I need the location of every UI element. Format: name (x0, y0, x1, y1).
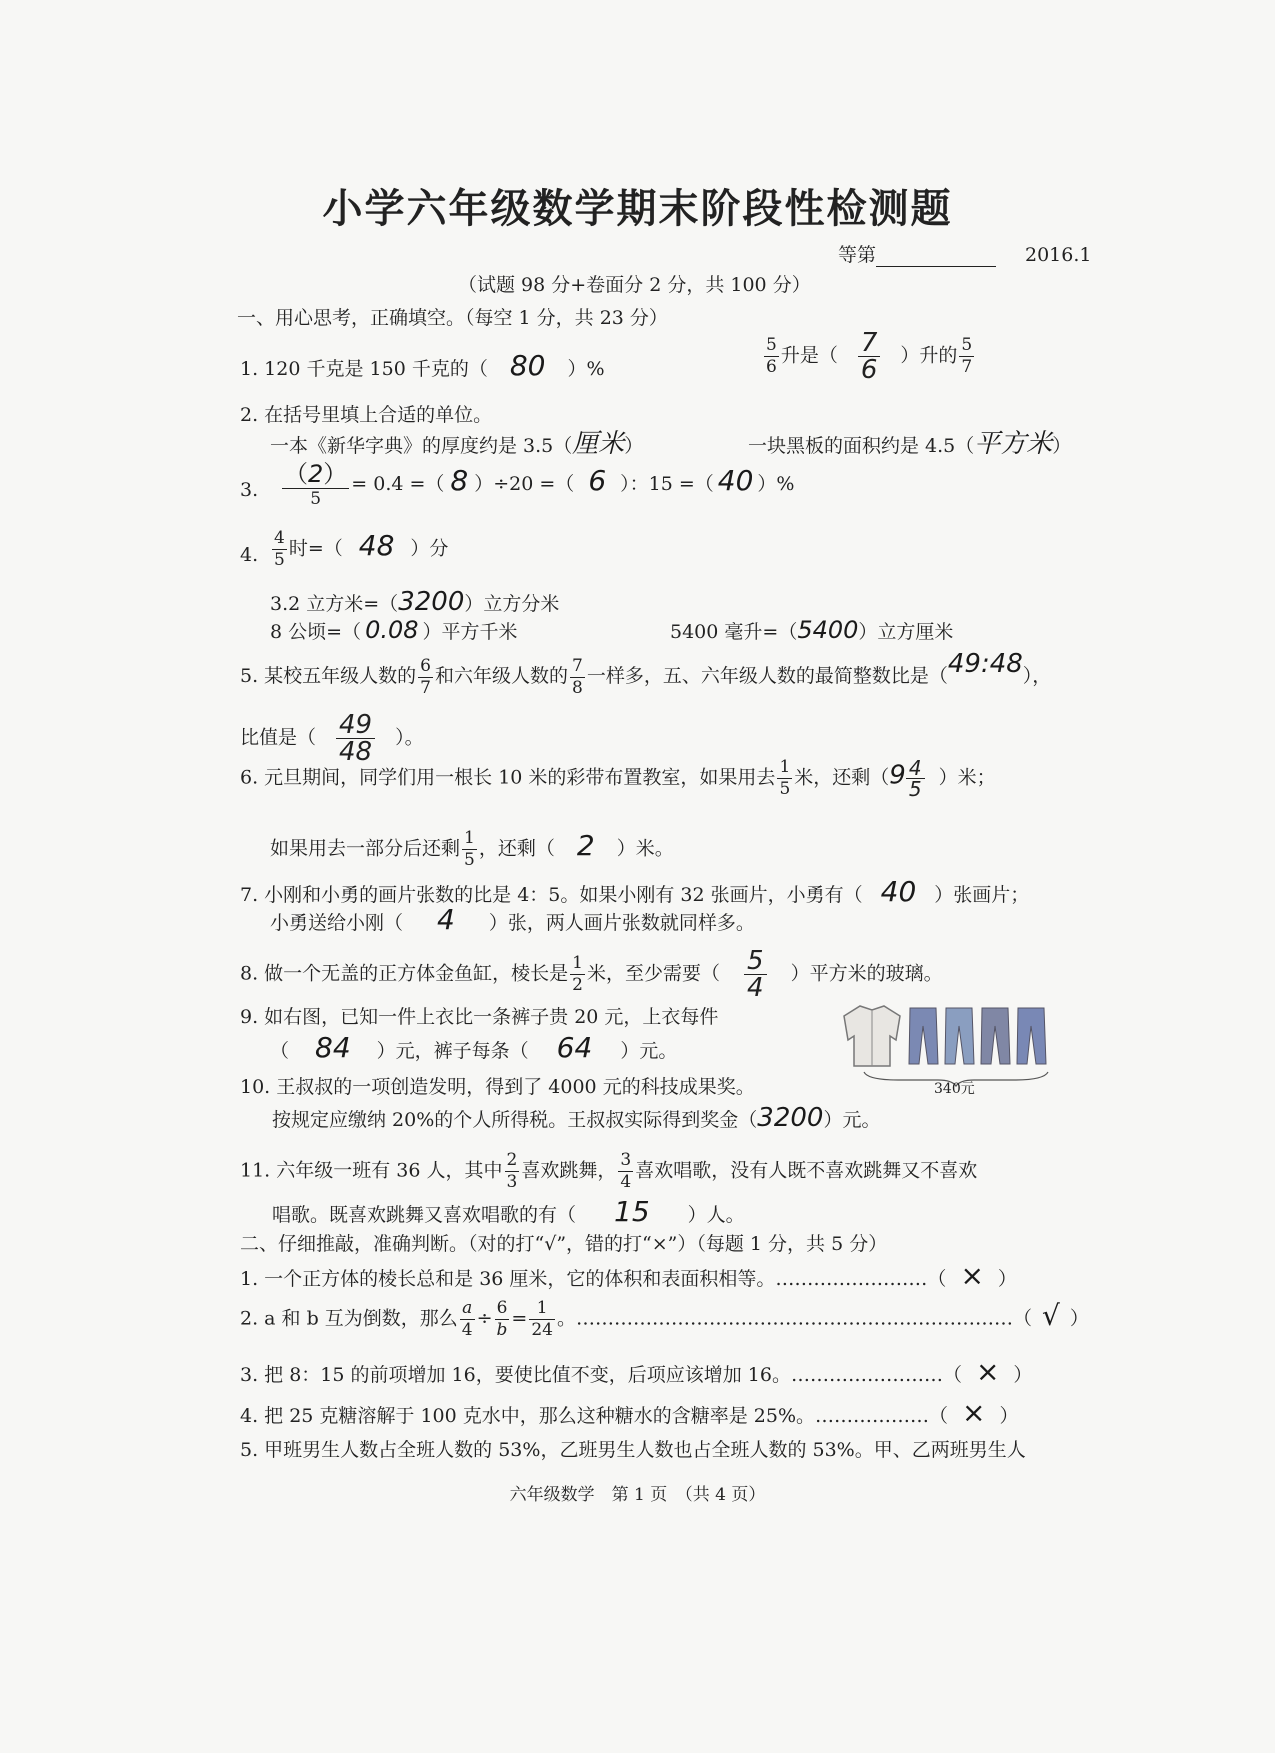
q11-line1: 11. 六年级一班有 36 人，其中 $\frac{2}{3}$ 喜欢跳舞， $\frac{3}{4}$ 喜欢唱歌，没有人既不喜欢跳舞又不喜欢 (240, 1150, 978, 1192)
q4-d: 5400 毫升=（5400）立方厘米 (670, 616, 954, 644)
fraction: $\frac{1}{5}$ (779, 757, 791, 799)
page-footer: 六年级数学 第 1 页 （共 4 页） (509, 1485, 766, 1505)
clothes-figure (838, 1000, 1060, 1096)
q3-label: 3. (240, 479, 259, 501)
grade-label: 等第 (838, 243, 996, 267)
judge-3-answer: × (975, 1355, 1000, 1388)
pants-icon-1 (909, 1008, 938, 1064)
fraction: $\frac{6}{7}$ (420, 655, 431, 698)
exam-date: 2016.1 (1025, 244, 1092, 266)
q10-line1: 10. 王叔叔的一项创造发明，得到了 4000 元的科技成果奖。 (240, 1076, 755, 1098)
q6-line1: 6. 元旦期间，同学们用一根长 10 米的彩带布置教室，如果用去 $\frac{1}{5}$ 米，还剩（9 $\frac{4}{5}$ ）米； (240, 756, 996, 801)
fraction: $\frac{1}{24}$ (531, 1298, 553, 1340)
judge-1-answer: × (960, 1259, 984, 1292)
fraction: $\frac{2}{3}$ (506, 1150, 518, 1192)
fraction: $\frac{4}{5}$ (274, 528, 285, 570)
section1-heading: 一、用心思考，正确填空。（每空 1 分，共 23 分） (237, 307, 668, 329)
q2-a-answer: 厘米 (572, 429, 625, 459)
q3-body: $\frac{(2)}{5}$ = 0.4 =（ 8 ）÷20 =（ 6 ）：15 =（ 40 ）% (284, 460, 795, 509)
q1-a: 1. 120 千克是 150 千克的（ 80 ）% (240, 349, 605, 382)
fraction: $\frac{5}{6}$ (766, 335, 777, 377)
pants-icon-4 (1017, 1008, 1046, 1064)
judge-3: 3. 把 8：15 的前项增加 16，要使比值不变，后项应该增加 16。……………………（ × ） (240, 1355, 1033, 1388)
score-note: （试题 98 分+卷面分 2 分，共 100 分） (458, 274, 811, 296)
pants-icon-3 (981, 1008, 1010, 1064)
q11-line2: 唱歌。既喜欢跳舞又喜欢唱歌的有（ 15 ）人。 (272, 1195, 745, 1228)
q5-line2: 比值是（ $\frac{49}{48}$ ）。 (240, 710, 424, 767)
q6-line2: 如果用去一部分后还剩 $\frac{1}{5}$ ，还剩（ 2 ）米。 (270, 828, 674, 870)
fraction: $\frac{5}{7}$ (961, 335, 973, 377)
judge-4: 4. 把 25 克糖溶解于 100 克水中，那么这种糖水的含糖率是 25%。………………（ × ） (240, 1396, 1019, 1429)
q9-line1: 9. 如右图，已知一件上衣比一条裤子贵 20 元，上衣每件 (240, 1006, 719, 1028)
q2-a: 一本《新华字典》的厚度约是 3.5（厘米） (270, 429, 644, 459)
fraction: $\frac{7}{8}$ (572, 655, 583, 698)
fraction: $\frac{(2)}{5}$ (284, 460, 348, 509)
page-title: 小学六年级数学期末阶段性检测题 (322, 186, 953, 232)
shirt-icon (844, 1006, 900, 1066)
judge-5: 5. 甲班男生人数占全班人数的 53%，乙班男生人数也占全班人数的 53%。甲、乙两班男生人 (240, 1439, 1026, 1461)
judge-4-answer: × (962, 1396, 986, 1429)
q8: 8. 做一个无盖的正方体金鱼缸，棱长是 $\frac{1}{2}$ 米，至少需要（ $\frac{5}{4}$ ）平方米的玻璃。 (240, 946, 943, 1003)
judge-2-answer: √ (1042, 1298, 1060, 1332)
q1-b-answer: $\frac{7}{6}$ (858, 330, 881, 383)
q4-c: 8 公顷=（ 0.08 ）平方千米 (270, 616, 518, 644)
fraction: $\frac{6}{b}$ (496, 1298, 508, 1340)
judge-2: 2. a 和 b 互为倒数，那么 $\frac{a}{4}$ ÷ $\frac{6}{b}$ = $\frac{1}{24}$ 。……………………………………………………………（ √ ） (240, 1298, 1089, 1340)
fraction: $\frac{1}{5}$ (464, 828, 475, 870)
q9-line2: （ 84 ）元，裤子每条（ 64 ）元。 (270, 1031, 678, 1064)
figure-label: 340元 (934, 1081, 975, 1097)
q7-line1: 7. 小刚和小勇的画片张数的比是 4：5。如果小刚有 32 张画片，小勇有（ 40 ）张画片； (240, 875, 1030, 908)
q2-b-answer: 平方米 (974, 429, 1053, 459)
q5-line1: 5. 某校五年级人数的 $\frac{6}{7}$ 和六年级人数的 $\frac{7}{8}$ 一样多，五、六年级人数的最简整数比是（49:48）， (240, 649, 1052, 698)
fraction: $\frac{1}{2}$ (572, 953, 583, 995)
q10-line2: 按规定应缴纳 20%的个人所得税。王叔叔实际得到奖金（3200）元。 (272, 1103, 881, 1133)
q2-stem: 2. 在括号里填上合适的单位。 (240, 404, 493, 426)
q2-b: 一块黑板的面积约是 4.5（平方米） (748, 429, 1072, 459)
judge-1: 1. 一个正方体的棱长总和是 36 厘米，它的体积和表面积相等。……………………（ × ） (240, 1259, 1017, 1292)
fraction: $\frac{3}{4}$ (620, 1150, 632, 1192)
q4-b: 3.2 立方米=（3200）立方分米 (270, 587, 560, 617)
grade-blank (876, 248, 996, 267)
section2-heading: 二、仔细推敲，准确判断。（对的打“√”，错的打“×”）（每题 1 分，共 5 分） (240, 1233, 888, 1255)
q1-b: $\frac{5}{6}$ 升是（ $\frac{7}{6}$ ）升的 $\frac{5}{7}$ (766, 328, 973, 385)
q7-line2: 小勇送给小刚（ 4 ）张，两人画片张数就同样多。 (270, 903, 755, 936)
q4-a: $\frac{4}{5}$ 时=（ 48 ）分 (274, 528, 449, 570)
pants-icon-2 (945, 1008, 974, 1064)
q1-a-answer: 80 (509, 349, 546, 382)
fraction: $\frac{a}{4}$ (461, 1298, 473, 1340)
q4-label: 4. (240, 544, 259, 566)
